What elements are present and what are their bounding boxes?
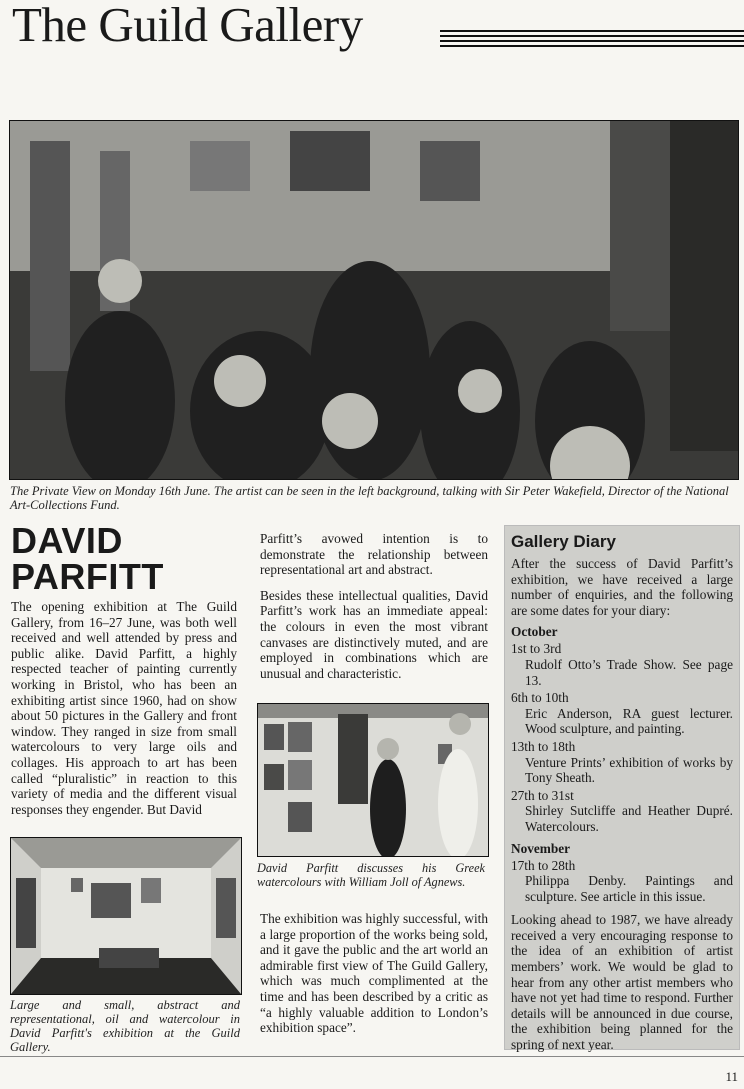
article-paragraph: Parfitt’s avowed intention is to demonstrate the relationship between representational art and abstract. [260,531,488,578]
masthead [10,0,738,50]
headline-line-2: PARFITT [11,556,164,597]
diary-outro: Looking ahead to 1987, we have already received a very encouraging response to the idea of an exhibition of artist members’ work. We would be glad to hear from any other artist members who have not yet had time to respond. Further details will be announced in due course, the exhibition being planned for the spring of next year. [511,912,733,1053]
diary-intro: After the success of David Parfitt’s exhibition, we have received a large number of enquiries, and the following are some dates for your diary: [511,556,733,618]
page-number: 11 [725,1069,738,1084]
footer-rule [0,1056,744,1057]
headline-line-1: DAVID [11,520,123,561]
article-column-1 [11,599,237,827]
gallery-interior-caption: Large and small, abstract and representational, oil and watercolour in David Parfitt's exhibition at the Guild Gallery. [10,998,240,1054]
diary-date: 1st to 3rd [511,641,562,657]
gallery-interior-photo [10,837,242,995]
diary-event: Eric Anderson, RA guest lecturer. Wood sculpture, and painting. [525,705,733,737]
magazine-title: The Guild Gallery [12,0,363,52]
diary-event: Rudolf Otto’s Trade Show. See page 13. [525,656,733,688]
title-rules [440,30,744,50]
parfitt-discussion-caption: David Parfitt discusses his Greek watercolours with William Joll of Agnews. [257,861,485,889]
article-column-2 [260,531,488,691]
gallery-diary-box [504,525,740,1053]
diary-event: Shirley Sutcliffe and Heather Dupré. Watercolours. [525,803,733,834]
diary-title: Gallery Diary [511,532,616,551]
article-headline [11,520,164,597]
diary-date: 6th to 10th [511,690,569,706]
diary-month-november: November [511,840,571,856]
article-paragraph: The exhibition was highly successful, with a large proportion of the works being sold, and it gave the public and the art world an admirable first view of The Guild Gallery, which was much complimented at the time and has been described by a critic as “a highly valuable addition to London’s exhibition space”. [260,911,488,1036]
diary-event: Venture Prints’ exhibition of works by Tony Sheath. [525,754,733,786]
diary-date: 27th to 31st [511,787,574,803]
diary-event: Philippa Denby. Paintings and sculpture. See article in this issue. [525,873,733,904]
article-paragraph: The opening exhibition at The Guild Gallery, from 16–27 June, was both well received and well attended by press and public alike. David Parfitt, a highly respected teacher of painting currently working in Bristol, who has been an exhibiting artist since 1960, had on show about 50 pictures in the Gallery and front window. They ranged in size from small watercolours to very large oils and collages. His approach to art has been called “pluralistic” in reaction to this variety of media and the different visual responses they engender. But David [11,599,237,817]
diary-month-october: October [511,624,558,640]
article-column-2-continued [260,911,488,1046]
main-photo-caption: The Private View on Monday 16th June. The artist can be seen in the left background, talking with Sir Peter Wakefield, Director of the National Art-Collections Fund. [10,484,729,512]
parfitt-discussion-photo [257,703,489,857]
diary-date: 13th to 18th [511,738,576,754]
private-view-photo [9,120,739,480]
article-paragraph: Besides these intellectual qualities, David Parfitt’s work has an immediate appeal: the colours in even the most vibrant canvases are distinctively muted, and are employed in combinations which are unusual and characteristic. [260,587,488,681]
diary-date: 17th to 28th [511,857,576,873]
